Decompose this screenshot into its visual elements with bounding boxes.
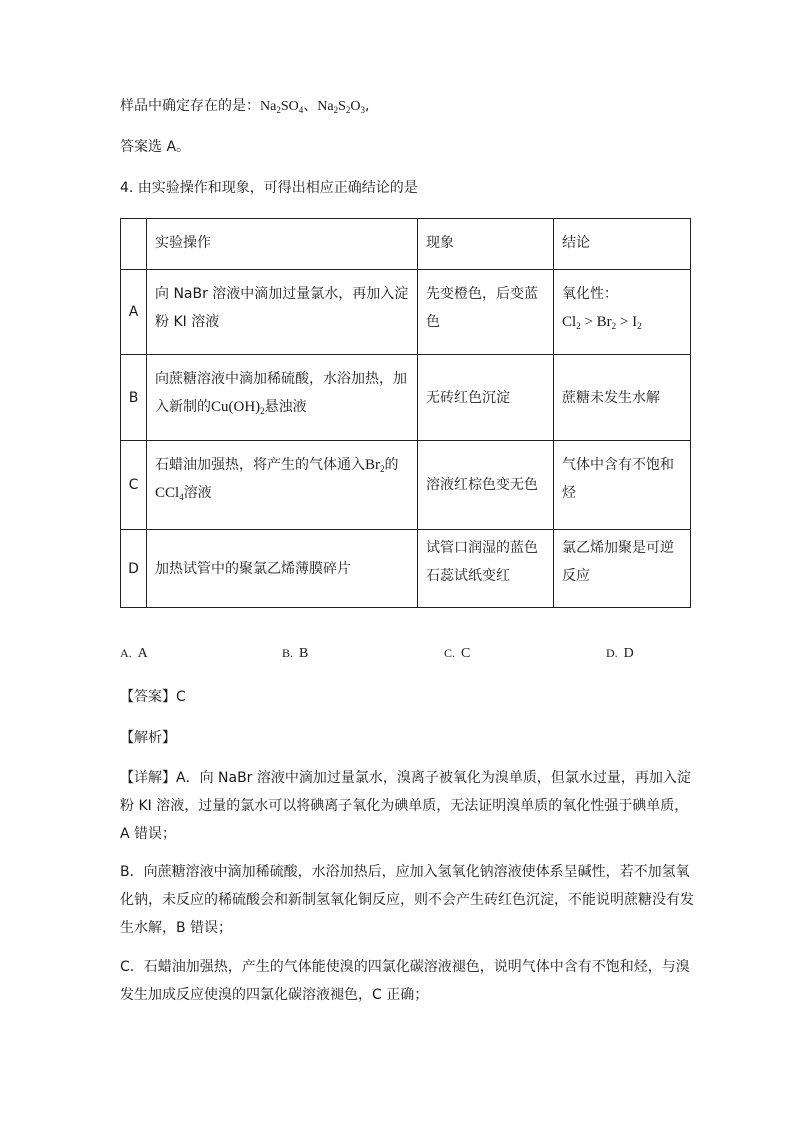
conclusion-cell: 蔗糖未发生水解 [554, 355, 691, 441]
option-c[interactable]: C. C [444, 646, 471, 661]
operation-cell: 向 NaBr 溶液中滴加过量氯水，再加入淀粉 KI 溶液 [147, 270, 418, 355]
question-stem: 4. 由实验操作和现象，可得出相应正确结论的是 [120, 180, 418, 196]
option-b[interactable]: B. B [282, 646, 309, 661]
conclusion-cell: 气体中含有不饱和烃 [554, 441, 691, 530]
header-operation: 实验操作 [147, 219, 418, 270]
table-row [121, 355, 691, 441]
table-row [121, 530, 691, 608]
option-a[interactable]: A. A [120, 646, 148, 661]
analysis-label: 【解析】 [120, 730, 176, 746]
conclusion-cell: 氧化性： $Cl_2 > Br_2 > I_2$ [554, 270, 691, 355]
phenomenon-cell: 溶液红棕色变无色 [418, 441, 554, 530]
row-label: B [121, 355, 147, 441]
phenomenon-cell: 试管口润湿的蓝色石蕊试纸变红 [418, 530, 554, 608]
operation-cell: 石蜡油加强热，将产生的气体通入$Br_2$的 CCl$_4$溶液 [147, 441, 418, 530]
previous-answer-line: 答案选 A。 [120, 139, 191, 155]
phenomenon-cell: 无砖红色沉淀 [418, 355, 554, 441]
answer-options [0, 646, 794, 668]
operation-cell: 向蔗糖溶液中滴加稀硫酸，水浴加热，加入新制的$Cu(OH)_2$悬浊液 [147, 355, 418, 441]
formula-na2so4: $Na_2SO_4$ [260, 99, 304, 115]
conclusion-cell: 氯乙烯加聚是可逆反应 [554, 530, 691, 608]
formula-na2s2o3: $Na_2S_2O_3$ [317, 99, 365, 115]
formula-ccl4: CCl$_4$ [155, 485, 184, 502]
formula-br2: $Br_2$ [365, 457, 385, 474]
detail-c-paragraph: C．石蜡油加强热，产生的气体能使溴的四氯化碳溶液褪色，说明气体中含有不饱和烃，与溴发生加成反应使溴的四氯化碳溶液褪色，C 正确； [120, 959, 690, 1003]
table-row [121, 270, 691, 355]
row-label: D [121, 530, 147, 608]
table-header-row [121, 219, 691, 270]
header-phenomenon: 现象 [418, 219, 554, 270]
detail-b-paragraph: B．向蔗糖溶液中滴加稀硫酸，水浴加热后，应加入氢氧化钠溶液使体系呈碱性，若不加氢氧化钠，未反应的稀硫酸会和新制氢氧化铜反应，则不会产生砖红色沉淀，不能说明蔗糖没有发生水解，B 错误； [120, 864, 694, 936]
header-conclusion: 结论 [554, 219, 691, 270]
header-blank [121, 219, 147, 270]
table-row [121, 441, 691, 530]
phenomenon-cell: 先变橙色，后变蓝色 [418, 270, 554, 355]
answer-label: 【答案】C [120, 689, 186, 705]
formula-cu-oh-2: $Cu(OH)_2$ [211, 399, 265, 416]
experiment-table [120, 218, 691, 608]
detail-a-paragraph: 【详解】A．向 NaBr 溶液中滴加过量氯水，溴离子被氧化为溴单质，但氯水过量，再加入淀粉 KI 溶液，过量的氯水可以将碘离子氧化为碘单质，无法证明溴单质的氧化性强于碘单质，A 错误； [120, 770, 691, 842]
operation-cell: 加热试管中的聚氯乙烯薄膜碎片 [147, 530, 418, 608]
oxidizing-order-formula: $Cl_2 > Br_2 > I_2$ [562, 314, 642, 331]
sample-conclusion-line: 样品中确定存在的是：$Na_2SO_4$、$Na_2S_2O_3$, [120, 98, 370, 115]
row-label: A [121, 270, 147, 355]
row-label: C [121, 441, 147, 530]
option-d[interactable]: D. D [606, 646, 634, 661]
